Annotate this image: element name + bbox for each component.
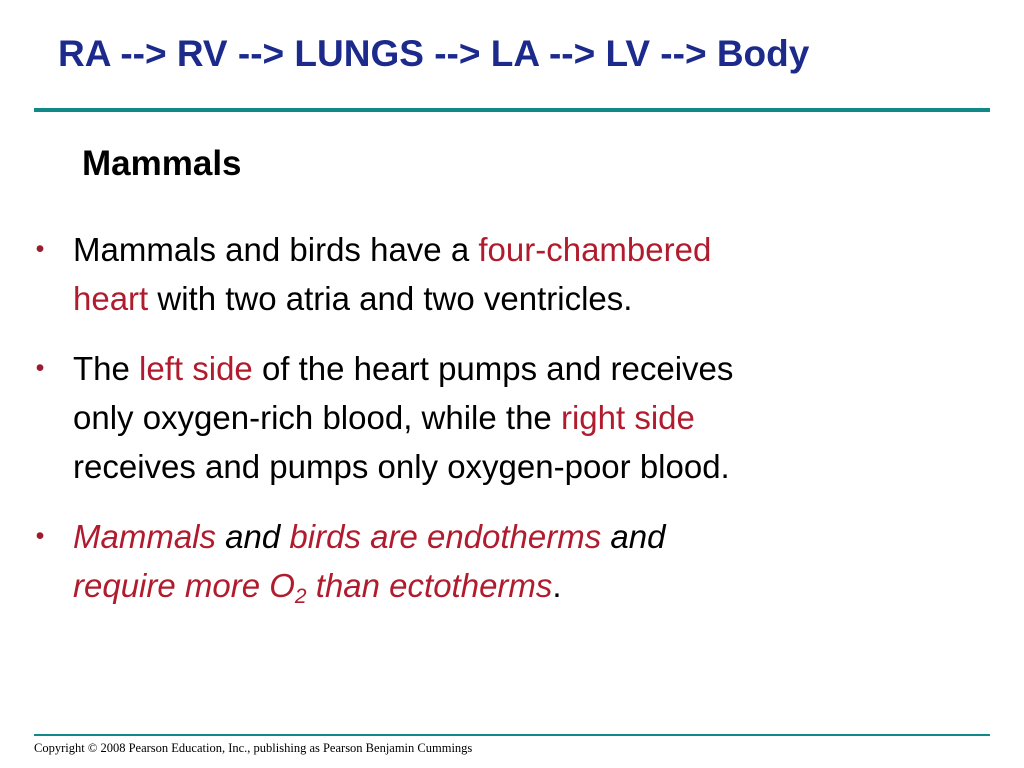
subscript-text: 2: [294, 585, 307, 608]
slide-title: RA --> RV --> LUNGS --> LA --> LV --> Body: [58, 33, 810, 74]
highlight-text: left side: [139, 350, 253, 387]
highlight-text: right side: [560, 399, 695, 436]
highlight-text: four-chambered: [478, 231, 712, 268]
highlight-text: require more O: [73, 567, 295, 604]
bullet-marker: •: [35, 354, 45, 382]
section-heading: Mammals: [82, 144, 242, 183]
bullet-line: [73, 442, 980, 491]
bullet-line: [73, 274, 980, 323]
title-divider: [34, 108, 990, 112]
bullet-marker: •: [35, 522, 45, 550]
bullet-text: receives and pumps only oxygen-poor blood.: [73, 448, 730, 485]
bullet-text: only oxygen-rich blood, while the: [73, 399, 561, 436]
bullet-item: [30, 225, 980, 323]
copyright-notice: Copyright © 2008 Pearson Education, Inc., publishing as Pearson Benjamin Cummings: [34, 741, 473, 755]
highlight-text: than ectotherms: [306, 567, 553, 604]
bullet-text: Mammals and birds have a: [73, 231, 479, 268]
highlight-text: birds are endotherms: [289, 518, 602, 555]
bullet-text: and: [216, 518, 290, 555]
bullet-line: [73, 561, 980, 610]
bullet-text: and: [601, 518, 666, 555]
footer-divider: [34, 734, 990, 736]
bullet-line: [73, 512, 980, 561]
bullet-text: The: [73, 350, 140, 387]
bullet-text: .: [552, 567, 562, 604]
bullet-text: of the heart pumps and receives: [252, 350, 734, 387]
bullet-item: [30, 512, 980, 610]
highlight-text: heart: [73, 280, 149, 317]
bullet-list: [30, 225, 980, 631]
highlight-text: Mammals: [73, 518, 217, 555]
bullet-item: [30, 344, 980, 491]
bullet-line: [73, 344, 980, 393]
bullet-marker: •: [35, 235, 45, 263]
bullet-text: with two atria and two ventricles.: [148, 280, 633, 317]
bullet-line: [73, 393, 980, 442]
bullet-line: [73, 225, 980, 274]
